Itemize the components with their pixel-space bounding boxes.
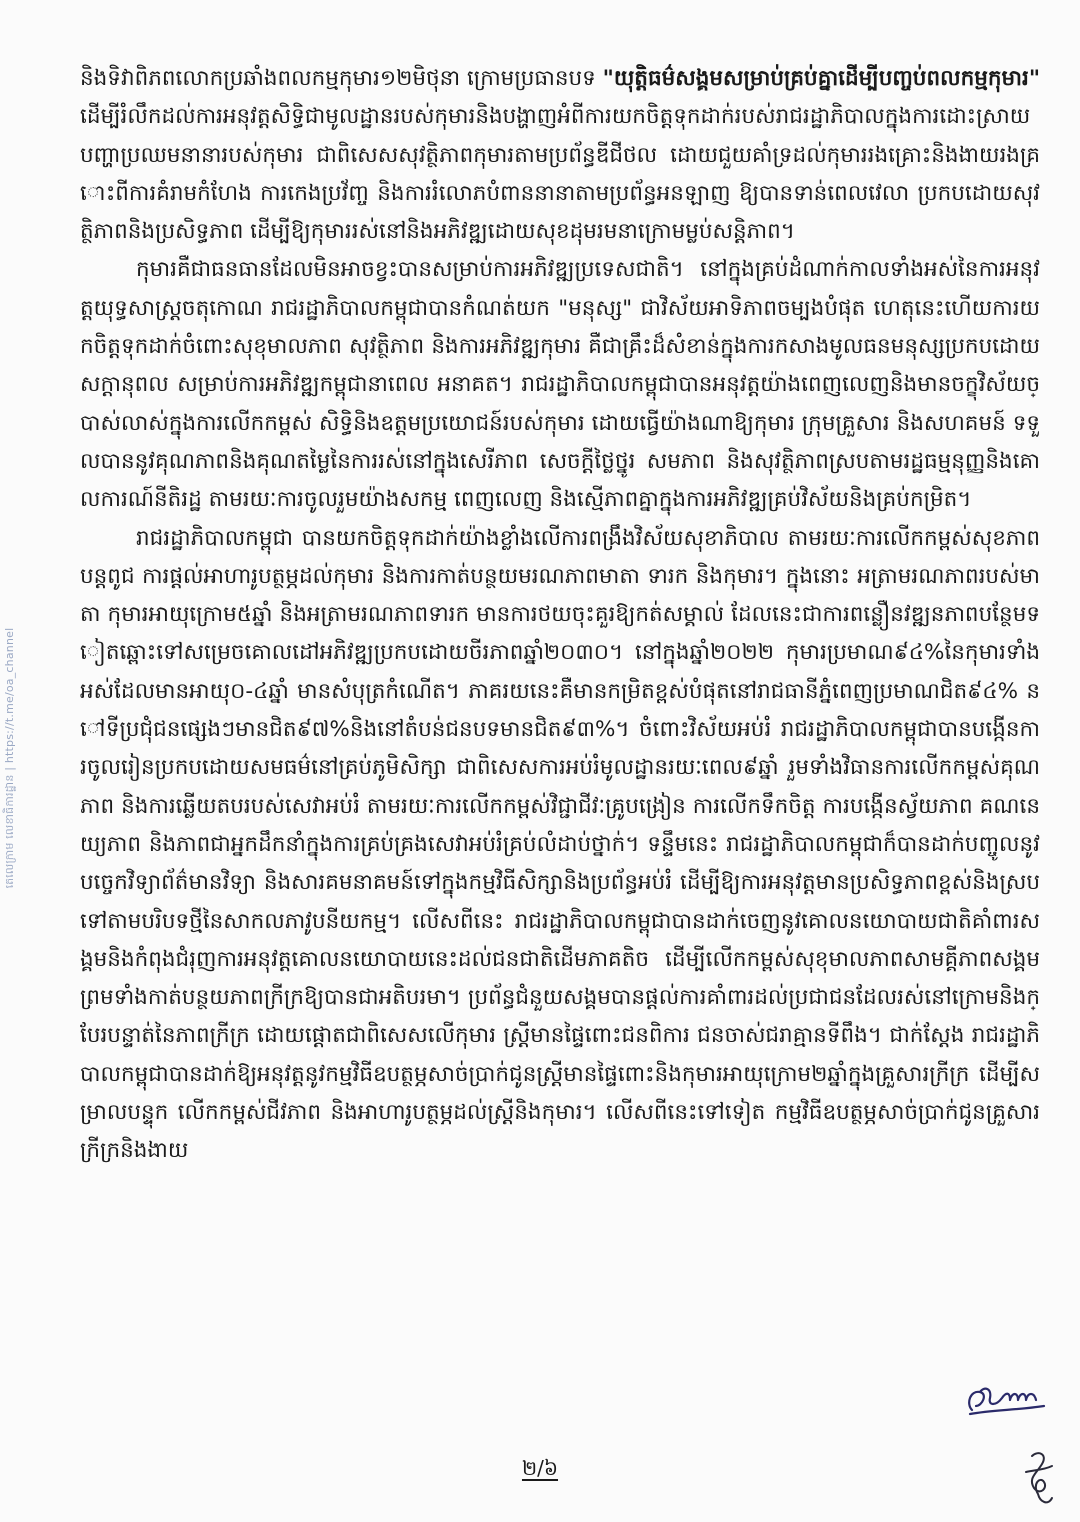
corner-initials-signature (1018, 1448, 1062, 1512)
paragraph-2-text: កុមារគឺជាធនធានដែលមិនអាចខ្វះបានសម្រាប់ការអភិវឌ្ឍប្រទេសជាតិ។ នៅក្នុងគ្រប់ដំណាក់កាលទាំងអស់នៃការអនុវត្តយុទ្ធសាស្ត្រចតុកោណ រាជរដ្ឋាភិបាលកម្ពុជាបានកំណត់យក "មនុស្ស" ជាវិស័យអាទិភាពចម្បងបំផុត ហេតុនេះហើយការយកចិត្តទុកដាក់ចំពោះសុខុមាលភាព សុវត្ថិភាព និងការអភិវឌ្ឍកុមារ គឺជាគ្រឹះដ៏សំខាន់ក្នុងការកសាងមូលធនមនុស្សប្រកបដោយសក្តានុពល សម្រាប់ការអភិវឌ្ឍកម្ពុជានាពេល អនាគត។ រាជរដ្ឋាភិបាលកម្ពុជាបានអនុវត្តយ៉ាងពេញលេញនិងមានចក្ខុវិស័យច្បាស់លាស់ក្នុងការលើកកម្ពស់ សិទ្ធិនិងឧត្តមប្រយោជន៍របស់កុមារ ដោយធ្វើយ៉ាងណាឱ្យកុមារ ក្រុមគ្រួសារ និងសហគមន៍ ទទួលបាននូវគុណភាពនិងគុណតម្លៃនៃការរស់នៅក្នុងសេរីភាព សេចក្តីថ្លៃថ្នូរ សមភាព និងសុវត្ថិភាពស្របតាមរដ្ឋធម្មនុញ្ញនិងគោលការណ៍នីតិរដ្ឋ តាមរយៈការចូលរួមយ៉ាងសកម្ម ពេញលេញ និងស្មើភាពគ្នាក្នុងការអភិវឌ្ឍគ្រប់វិស័យនិងគ្រប់កម្រិត។ (80, 257, 1040, 513)
document-body (80, 60, 1040, 1440)
paragraph-3-text: រាជរដ្ឋាភិបាលកម្ពុជា បានយកចិត្តទុកដាក់យ៉ាងខ្លាំងលើការពង្រឹងវិស័យសុខាភិបាល តាមរយៈការលើកកម្ពស់សុខភាពបន្តពូជ ការផ្តល់អាហារូបត្ថម្ភដល់កុមារ និងការកាត់បន្ថយមរណភាពមាតា ទារក និងកុមារ។ ក្នុងនោះ អត្រាមរណភាពរបស់មាតា កុមារអាយុក្រោម៥ឆ្នាំ និងអត្រាមរណភាពទារក មានការថយចុះគួរឱ្យកត់សម្គាល់ ដែលនេះជាការពន្លឿនវឌ្ឍនភាពបន្ថែមទៀតឆ្ពោះទៅសម្រេចគោលដៅអភិវឌ្ឍប្រកបដោយចីរភាពឆ្នាំ២០៣០។ នៅក្នុងឆ្នាំ២០២២ កុមារប្រមាណ៩៤%នៃកុមារទាំងអស់ដែលមានអាយុ០-៤ឆ្នាំ មានសំបុត្រកំណើត។ ភាគរយនេះគឺមានកម្រិតខ្ពស់បំផុតនៅរាជធានីភ្នំពេញប្រមាណជិត៩៤% នៅទីប្រជុំជនផ្សេងៗមានជិត៩៧%និងនៅតំបន់ជនបទមានជិត៩៣%។ ចំពោះវិស័យអប់រំ រាជរដ្ឋាភិបាលកម្ពុជាបានបង្កើនការចូលរៀនប្រកបដោយសមធម៌នៅគ្រប់ភូមិសិក្សា ជាពិសេសការអប់រំមូលដ្ឋានរយៈពេល៩ឆ្នាំ រួមទាំងវិធានការលើកកម្ពស់គុណភាព និងការឆ្លើយតបរបស់សេវាអប់រំ តាមរយៈការលើកកម្ពស់វិជ្ជាជីវៈគ្រូបង្រៀន ការលើកទឹកចិត្ត ការបង្កើនស្វ័យភាព គណនេយ្យភាព និងភាពជាអ្នកដឹកនាំក្នុងការគ្រប់គ្រងសេវាអប់រំគ្រប់លំដាប់ថ្នាក់។ ទន្ទឹមនេះ រាជរដ្ឋាភិបាលកម្ពុជាក៏បានដាក់បញ្ចូលនូវបច្ចេកវិទ្យាព័ត៌មានវិទ្យា និងសារគមនាគមន៍ទៅក្នុងកម្មវិធីសិក្សានិងប្រព័ន្ធអប់រំ ដើម្បីឱ្យការអនុវត្តមានប្រសិទ្ធភាពខ្ពស់និងស្របទៅតាមបរិបទថ្មីនៃសាកលភាវូបនីយកម្ម។ លើសពីនេះ រាជរដ្ឋាភិបាលកម្ពុជាបានដាក់ចេញនូវគោលនយោបាយជាតិគាំពារសង្គមនិងកំពុងជំរុញការអនុវត្តគោលនយោបាយនេះដល់ជនជាតិដើមភាគតិច ដើម្បីលើកកម្ពស់សុខុមាលភាពសាមគ្គីភាពសង្គម ព្រមទាំងកាត់បន្ថយភាពក្រីក្រឱ្យបានជាអតិបរមា។ ប្រព័ន្ធជំនួយសង្គមបានផ្តល់ការគាំពារដល់ប្រជាជនដែលរស់នៅក្រោមនិងក្បែរបន្ទាត់នៃភាពក្រីក្រ ដោយផ្តោតជាពិសេសលើកុមារ ស្ត្រីមានផ្ទៃពោះជនពិការ ជនចាស់ជរាគ្មានទីពឹង។ ជាក់ស្តែង រាជរដ្ឋាភិបាលកម្ពុជាបានដាក់ឱ្យអនុវត្តនូវកម្មវិធីឧបត្ថម្ភសាច់ប្រាក់ជូនស្ត្រីមានផ្ទៃពោះនិងកុមារអាយុក្រោម២ឆ្នាំក្នុងគ្រួសារក្រីក្រ ដើម្បីសម្រាលបន្ទុក លើកកម្ពស់ជីវភាព និងអាហារូបត្ថម្ភដល់ស្ត្រីនិងកុមារ។ លើសពីនេះទៅទៀត កម្មវិធីឧបត្ថម្ភសាច់ប្រាក់ជូនគ្រួសារក្រីក្រនិងងាយ (80, 525, 1040, 1164)
paragraph-1-lead: និងទិវាពិភពលោកប្រឆាំងពលកម្មកុមារ១២មិថុនា ក្រោមប្រធានបទ (80, 66, 603, 91)
paragraph-1-rest: ដើម្បីរំលឹកដល់ការអនុវត្តសិទ្ធិជាមូលដ្ឋានរបស់កុមារនិងបង្ហាញអំពីការយកចិត្តទុកដាក់របស់រាជរដ្ឋាភិបាលក្នុងការដោះស្រាយបញ្ហាប្រឈមនានារបស់កុមារ ជាពិសេសសុវត្ថិភាពកុមារតាមប្រព័ន្ធឌីជីថល ដោយជួយគាំទ្រដល់កុមាររងគ្រោះនិងងាយរងគ្រោះពីការគំរាមកំហែង ការកេងប្រវ័ញ្ច និងការរំលោភបំពាននានាតាមប្រព័ន្ធអនឡាញ ឱ្យបានទាន់ពេលវេលា ប្រកបដោយសុវត្ថិភាពនិងប្រសិទ្ធភាព ដើម្បីឱ្យកុមាររស់នៅនិងអភិវឌ្ឍដោយសុខដុមរមនាក្រោមម្លប់សន្តិភាព។ (80, 104, 1040, 245)
paragraph-3 (80, 520, 1040, 1171)
page-number: ២/៦ (521, 1456, 559, 1480)
initials-signature (962, 1380, 1048, 1420)
theme-title: "យុត្តិធម៌សង្គមសម្រាប់គ្រប់គ្នាដើម្បីបញ្ចប់ពលកម្មកុមារ" (602, 66, 1040, 91)
paragraph-1 (80, 60, 1040, 251)
side-watermark: តេលេក្រាម លេខាធិការដ្ឋាន | https://t.me/oa_channel (3, 627, 16, 889)
paragraph-2 (80, 251, 1040, 519)
